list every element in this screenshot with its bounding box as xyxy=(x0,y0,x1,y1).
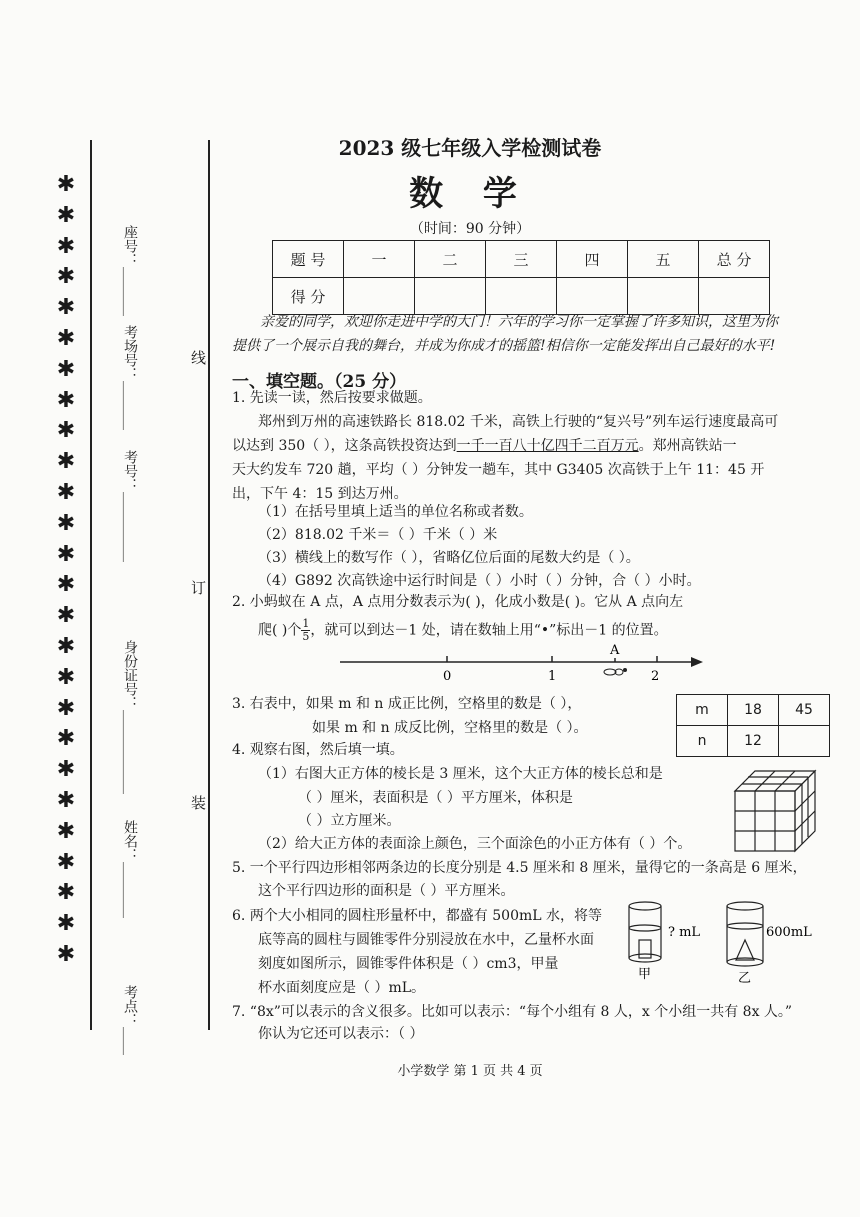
score-header-cell: 一 xyxy=(344,241,415,278)
star-mark: ✱ xyxy=(56,818,76,844)
q4-intro: 4. 观察右图，然后填一填。 xyxy=(232,742,404,758)
star-mark: ✱ xyxy=(56,757,76,783)
q3-line: 3. 右表中，如果 m 和 n 成正比例，空格里的数是（ ）， xyxy=(232,696,582,712)
cup-name: 甲 xyxy=(638,967,652,982)
q2-line: 2. 小蚂蚁在 A 点，A 点用分数表示为( )，化成小数是( )。它从 A 点向左 xyxy=(232,594,684,610)
score-input-cell[interactable] xyxy=(557,278,628,315)
fraction-one-fifth: $\frac{1}{5}$ xyxy=(302,617,310,643)
subject-title: 数 学 xyxy=(409,174,531,214)
star-mark: ✱ xyxy=(56,233,76,259)
star-mark: ✱ xyxy=(56,849,76,875)
q7-line: 7. “8x”可以表示的含义很多。比如可以表示：“每个小组有 8 人，x 个小组一共有 8x 人。” xyxy=(232,1004,793,1020)
q7-line: 你认为它还可以表示：（ ） xyxy=(258,1026,424,1042)
intro-line: 提供了一个展示自我的舞台，并成为你成才的摇篮!相信你一定能发挥出自己最好的水平! xyxy=(232,338,776,354)
star-mark: ✱ xyxy=(56,603,76,629)
star-mark: ✱ xyxy=(56,880,76,906)
q3-line: 如果 m 和 n 成反比例，空格里的数是（ ）。 xyxy=(312,720,588,736)
score-input-cell[interactable] xyxy=(344,278,415,315)
mn-cell: 12 xyxy=(728,726,779,757)
cup-label: ? mL xyxy=(668,925,701,940)
binding-line-left xyxy=(90,140,92,1030)
cube-figure xyxy=(730,766,830,856)
page-footer: 小学数学 第 1 页 共 4 页 xyxy=(397,1064,543,1079)
star-mark: ✱ xyxy=(56,295,76,321)
name-label: 姓名：________ xyxy=(122,820,138,918)
exam-site-label: 考点：____ xyxy=(122,985,138,1055)
q1-sub: （2）818.02 千米＝（ ）千米（ ）米 xyxy=(258,527,498,543)
q1-sub: （1）在括号里填上适当的单位名称或者数。 xyxy=(258,504,533,520)
score-header-cell: 总 分 xyxy=(699,241,770,278)
score-row-label: 得 分 xyxy=(273,278,344,315)
cup-label: 600mL xyxy=(766,925,812,940)
measuring-cups-figure xyxy=(622,896,814,988)
q4-line: （1）右图大正方体的棱长是 3 厘米，这个大正方体的棱长总和是 xyxy=(258,766,663,782)
star-mark: ✱ xyxy=(56,664,76,690)
q5-line: 这个平行四边形的面积是（ ）平方厘米。 xyxy=(258,883,515,899)
tick-label: 1 xyxy=(548,669,557,682)
id-number-label: 身份证号：____________ xyxy=(122,640,138,794)
intro-paragraph xyxy=(232,310,812,358)
star-mark: ✱ xyxy=(56,202,76,228)
mn-cell: n xyxy=(677,726,728,757)
q6-line: 杯水面刻度应是（ ）mL。 xyxy=(258,980,426,996)
q1-line: 郑州到万州的高速铁路长 818.02 千米，高铁上行驶的“复兴号”列车运行速度最高可 xyxy=(258,414,779,430)
q4-line: （ ）厘米，表面积是（ ）平方厘米，体积是 xyxy=(298,790,573,806)
arrow-right-icon xyxy=(691,657,703,667)
star-mark: ✱ xyxy=(56,172,76,197)
mn-blank-cell[interactable] xyxy=(779,726,830,757)
q2-line: 爬( )个 $\frac{1}{5}$ ，就可以到达－1 处，请在数轴上用“•”标出－1 的位置。 xyxy=(258,617,668,643)
score-table xyxy=(272,240,770,315)
q4-line: （2）给大正方体的表面涂上颜色，三个面涂色的小正方体有（ ）个。 xyxy=(258,836,692,852)
number-line xyxy=(335,640,715,682)
q1-intro: 1. 先读一读，然后按要求做题。 xyxy=(232,390,432,406)
star-mark: ✱ xyxy=(56,726,76,752)
star-mark: ✱ xyxy=(56,264,76,290)
score-header-cell: 题 号 xyxy=(273,241,344,278)
intro-line: 亲爱的同学，欢迎你走进中学的大门！六年的学习你一定掌握了许多知识，这里为你 xyxy=(260,314,778,330)
star-mark: ✱ xyxy=(56,695,76,721)
seal-bind-text: 订 xyxy=(189,580,207,595)
seat-number-label: 座号：_______ xyxy=(122,225,138,316)
q6-line: 6. 两个大小相同的圆柱形量杯中，都盛有 500mL 水，将等 xyxy=(232,908,603,924)
star-mark: ✱ xyxy=(56,633,76,659)
cup-name: 乙 xyxy=(738,971,752,986)
tick-label: 0 xyxy=(443,669,452,682)
exam-time: （时间：90 分钟） xyxy=(409,221,531,237)
star-mark: ✱ xyxy=(56,356,76,382)
star-mark: ✱ xyxy=(56,449,76,475)
star-mark: ✱ xyxy=(56,418,76,444)
star-mark: ✱ xyxy=(56,387,76,413)
star-mark: ✱ xyxy=(56,572,76,598)
seal-pack-text: 装 xyxy=(189,795,207,810)
score-header-cell: 三 xyxy=(486,241,557,278)
score-input-cell[interactable] xyxy=(486,278,557,315)
q1-line: 出，下午 4：15 到达万州。 xyxy=(232,486,408,502)
section-title: 一、填空题。（25 分） xyxy=(232,372,407,392)
q1-line: 以达到 350（ ），这条高铁投资达到一千一百八十亿四千二百万元。郑州高铁站一 xyxy=(232,438,737,454)
q4-line: （ ）立方厘米。 xyxy=(298,813,401,829)
q6-line: 底等高的圆柱与圆锥零件分别浸放在水中，乙量杯水面 xyxy=(258,932,594,948)
ant-icon xyxy=(604,668,627,675)
exam-number-label: 考号：__________ xyxy=(122,450,138,562)
star-mark: ✱ xyxy=(56,787,76,813)
score-header-cell: 五 xyxy=(628,241,699,278)
point-label: A xyxy=(610,643,620,658)
seal-line-text: 线 xyxy=(189,350,207,365)
star-mark: ✱ xyxy=(56,479,76,505)
score-header-cell: 四 xyxy=(557,241,628,278)
binding-stars xyxy=(55,170,77,971)
q1-sub: （3）横线上的数写作（ ），省略亿位后面的尾数大约是（ ）。 xyxy=(258,550,640,566)
score-input-cell[interactable] xyxy=(699,278,770,315)
score-input-cell[interactable] xyxy=(628,278,699,315)
star-mark: ✱ xyxy=(56,541,76,567)
star-mark: ✱ xyxy=(56,325,76,351)
exam-title: 2023 级七年级入学检测试卷 xyxy=(338,136,602,160)
score-header-cell: 二 xyxy=(415,241,486,278)
exam-room-label: 考场号：_______ xyxy=(122,325,138,430)
q5-line: 5. 一个平行四边形相邻两条边的长度分别是 4.5 厘米和 8 厘米，量得它的一条高是 6 厘米， xyxy=(232,860,807,876)
mn-cell: 45 xyxy=(779,695,830,726)
q1-sub: （4）G892 次高铁途中运行时间是（ ）小时（ ）分钟，合（ ）小时。 xyxy=(258,573,701,589)
score-input-cell[interactable] xyxy=(415,278,486,315)
underlined-number: 一千一百八十亿四千二百万元 xyxy=(456,438,639,454)
q1-line: 天大约发车 720 趟，平均（ ）分钟发一趟车，其中 G3405 次高铁于上午 11：45 开 xyxy=(232,462,765,478)
star-mark: ✱ xyxy=(56,510,76,536)
star-mark: ✱ xyxy=(56,941,76,967)
mn-cell: 18 xyxy=(728,695,779,726)
mn-table xyxy=(676,694,830,757)
star-mark: ✱ xyxy=(56,911,76,937)
tick-label: 2 xyxy=(651,669,660,682)
mn-cell: m xyxy=(677,695,728,726)
q6-line: 刻度如图所示，圆锥零件体积是（ ）cm3，甲量 xyxy=(258,956,559,972)
